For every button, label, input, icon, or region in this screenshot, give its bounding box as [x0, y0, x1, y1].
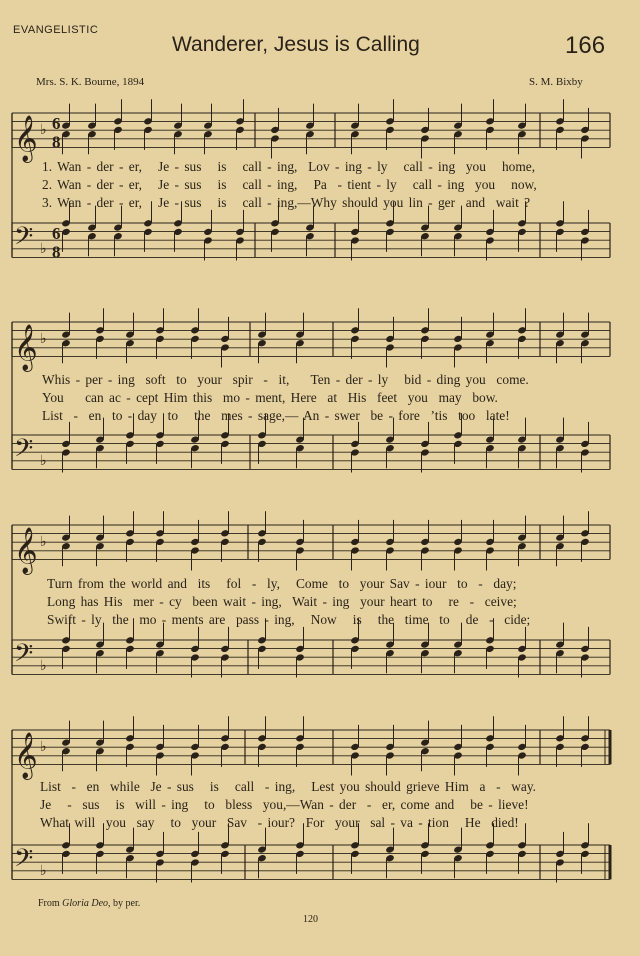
- time-signature-top: 6: [52, 224, 61, 244]
- time-signature-bottom: 8: [52, 132, 61, 152]
- treble-clef: 𝄞: [14, 527, 38, 574]
- bass-clef: 𝄢: [14, 843, 34, 879]
- lyricist-credit: Mrs. S. K. Bourne, 1894: [36, 76, 145, 88]
- credit-suffix: , by per.: [108, 898, 141, 909]
- lyric-line: List - en to - day to the mes - sage,— An - swer be - fore ’tis too late!: [42, 408, 510, 423]
- lyric-line: Whis - per - ing soft to your spir - it, Ten - der - ly bid - ding you come.: [42, 372, 529, 387]
- lyric-line: Swift - ly the mo - ments are pass - ing, Now is the time to de - cide;: [47, 612, 531, 627]
- lyric-line: You can ac - cept Him this mo - ment, Here at His feet you may bow.: [42, 390, 498, 405]
- key-signature-flat: ♭: [40, 740, 47, 756]
- key-signature-flat: ♭: [40, 332, 47, 348]
- bass-clef: 𝄢: [14, 638, 34, 674]
- credit-prefix: From: [38, 898, 63, 909]
- hymn-number: 166: [565, 32, 606, 59]
- bass-clef: 𝄢: [14, 221, 34, 257]
- key-signature-flat: ♭: [40, 123, 47, 139]
- lyric-line: 3. Wan - der - er, Je - sus is call - ing,—Why should you lin - ger and wait ?: [42, 195, 531, 210]
- time-signature-top: 6: [52, 114, 61, 134]
- time-signature-bottom: 8: [52, 242, 61, 262]
- key-signature-flat: ♭: [40, 241, 47, 257]
- credit-source: Gloria Deo: [62, 898, 109, 909]
- lyric-line: List - en while Je - sus is call - ing, Lest you should grieve Him a - way.: [40, 779, 537, 794]
- lyric-line: Long has His mer - cy been wait - ing, Wait - ing your heart to re - ceive;: [47, 594, 517, 609]
- page-number: 120: [303, 914, 318, 925]
- lyric-line: 2. Wan - der - er, Je - sus is call - ing, Pa - tient - ly call - ing you now,: [42, 177, 537, 192]
- lyric-line: Turn from the world and its fol - ly, Come to your Sav - iour to - day;: [47, 576, 517, 591]
- hymn-title: Wanderer, Jesus is Calling: [172, 33, 420, 56]
- source-credit: [38, 898, 140, 909]
- key-signature-flat: ♭: [40, 863, 47, 879]
- lyric-line: What will you say to your Sav - iour? For your sal - va - tion He died!: [40, 815, 519, 830]
- bass-clef: 𝄢: [14, 433, 34, 469]
- composer-credit: S. M. Bixby: [529, 76, 583, 88]
- treble-clef: 𝄞: [14, 324, 38, 371]
- key-signature-flat: ♭: [40, 535, 47, 551]
- lyric-line: Je - sus is will - ing to bless you,—Wan - der - er, come and be - lieve!: [40, 797, 529, 812]
- section-label: EVANGELISTIC: [13, 24, 99, 36]
- treble-clef: 𝄞: [14, 732, 38, 779]
- lyric-line: 1. Wan - der - er, Je - sus is call - ing, Lov - ing - ly call - ing you home,: [42, 159, 536, 174]
- key-signature-flat: ♭: [40, 658, 47, 674]
- key-signature-flat: ♭: [40, 453, 47, 469]
- treble-clef: 𝄞: [14, 115, 38, 162]
